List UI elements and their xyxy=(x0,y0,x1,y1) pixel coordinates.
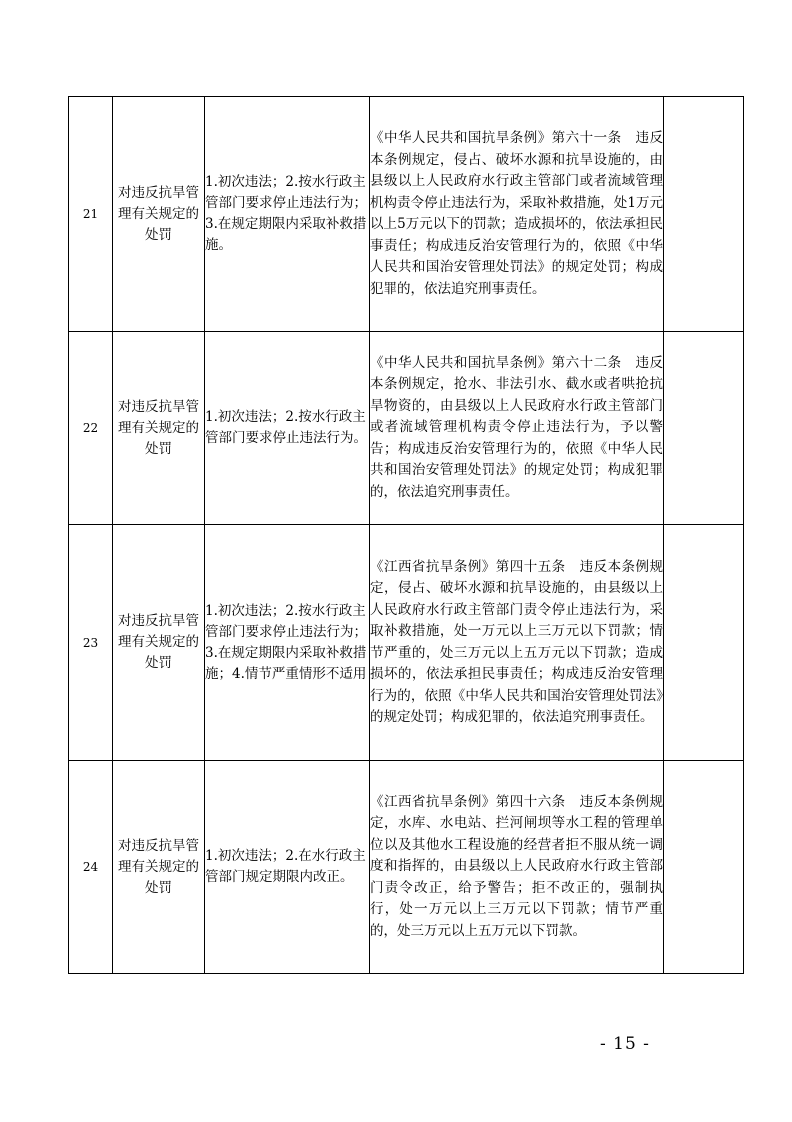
legal-basis: 《中华人民共和国抗旱条例》第六十一条 违反本条例规定，侵占、破坏水源和抗旱设施的，由县级以上人民政府水行政主管部门或者流域管理机构责令停止违法行为，采取补救措施，处1万元以上5万元以下的罚款；造成损坏的，依法承担民事责任；构成违反治安管理行为的，依照《中华人民共和国治安管理处罚法》的规定处罚；构成犯罪的，依法追究刑事责任。 xyxy=(370,97,664,332)
legal-basis: 《江西省抗旱条例》第四十五条 违反本条例规定，侵占、破坏水源和抗旱设施的，由县级以上人民政府水行政主管部门责令停止违法行为，采取补救措施，处一万元以上三万元以下罚款；情节严重的，处三万元以上五万元以下罚款；造成损坏的，依法承担民事责任；构成违反治安管理行为的，依照《中华人民共和国治安管理处罚法》的规定处罚；构成犯罪的，依法追究刑事责任。 xyxy=(370,525,664,761)
exemption-condition: 1.初次违法；2.按水行政主管部门要求停止违法行为。 xyxy=(205,332,370,525)
exemption-condition: 1.初次违法；2.按水行政主管部门要求停止违法行为；3.在规定期限内采取补救措施；4.情节严重情形不适用 xyxy=(205,525,370,761)
item-name: 对违反抗旱管理有关规定的处罚 xyxy=(113,761,205,974)
remarks-cell xyxy=(664,525,744,761)
page-number: - 15 - xyxy=(600,1034,650,1054)
legal-basis: 《中华人民共和国抗旱条例》第六十二条 违反本条例规定，抢水、非法引水、截水或者哄抢抗旱物资的，由县级以上人民政府水行政主管部门或者流域管理机构责令停止违法行为，予以警告；构成违反治安管理行为的，依照《中华人民共和国治安管理处罚法》的规定处罚；构成犯罪的，依法追究刑事责任。 xyxy=(370,332,664,525)
row-number: 21 xyxy=(69,97,113,332)
table-row xyxy=(69,525,744,761)
table-row xyxy=(69,761,744,974)
table-row xyxy=(69,97,744,332)
penalty-table xyxy=(68,96,744,974)
table-row xyxy=(69,332,744,525)
item-name: 对违反抗旱管理有关规定的处罚 xyxy=(113,97,205,332)
exemption-condition: 1.初次违法；2.按水行政主管部门要求停止违法行为；3.在规定期限内采取补救措施。 xyxy=(205,97,370,332)
row-number: 22 xyxy=(69,332,113,525)
remarks-cell xyxy=(664,761,744,974)
row-number: 24 xyxy=(69,761,113,974)
remarks-cell xyxy=(664,332,744,525)
item-name: 对违反抗旱管理有关规定的处罚 xyxy=(113,332,205,525)
remarks-cell xyxy=(664,97,744,332)
exemption-condition: 1.初次违法；2.在水行政主管部门规定期限内改正。 xyxy=(205,761,370,974)
row-number: 23 xyxy=(69,525,113,761)
legal-basis: 《江西省抗旱条例》第四十六条 违反本条例规定，水库、水电站、拦河闸坝等水工程的管理单位以及其他水工程设施的经营者拒不服从统一调度和指挥的，由县级以上人民政府水行政主管部门责令改正，给予警告；拒不改正的，强制执行，处一万元以上三万元以下罚款；情节严重的，处三万元以上五万元以下罚款。 xyxy=(370,761,664,974)
item-name: 对违反抗旱管理有关规定的处罚 xyxy=(113,525,205,761)
